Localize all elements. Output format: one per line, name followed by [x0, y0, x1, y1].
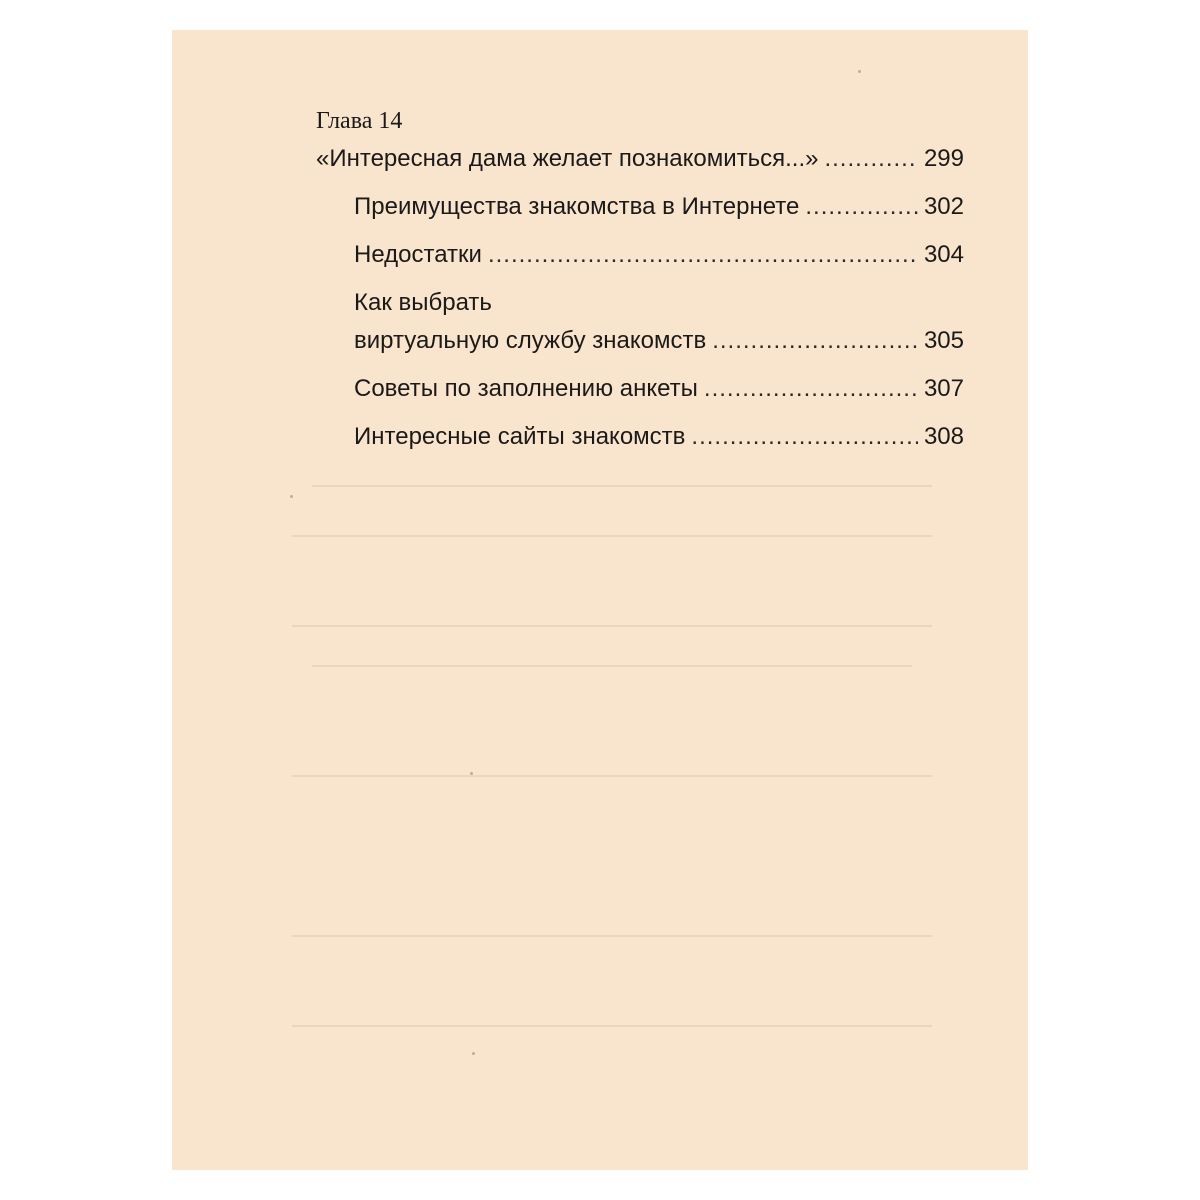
paper-speck — [290, 495, 293, 498]
section-title: Интересные сайты знакомств — [354, 423, 686, 450]
book-page — [172, 30, 1028, 1170]
section-title: Недостатки — [354, 241, 482, 268]
chapter-title: «Интересная дама желает познакомиться...» — [316, 145, 819, 172]
paper-speck — [858, 70, 861, 73]
toc-entry — [316, 322, 964, 360]
page-number: 305 — [923, 327, 964, 354]
bleed-through-line — [292, 1025, 932, 1027]
page-number: 307 — [923, 375, 964, 402]
bleed-through-line — [312, 485, 932, 487]
bleed-through-line — [292, 535, 932, 537]
section-title: Советы по заполнению анкеты — [354, 375, 698, 402]
leader-dots — [691, 418, 918, 456]
leader-dots — [488, 236, 918, 274]
paper-speck — [470, 772, 473, 775]
toc-entry — [316, 418, 964, 456]
section-title: Преимущества знакомства в Интернете — [354, 193, 800, 220]
page-number: 302 — [923, 193, 964, 220]
bleed-through-line — [292, 775, 932, 777]
paper-speck — [472, 1052, 475, 1055]
page-number: 308 — [923, 423, 964, 450]
leader-dots — [805, 188, 918, 226]
page-number: 304 — [923, 241, 964, 268]
table-of-contents — [316, 102, 964, 456]
leader-dots — [824, 140, 917, 178]
toc-entry-chapter — [316, 140, 964, 178]
toc-entry — [316, 370, 964, 408]
bleed-through-line — [292, 935, 932, 937]
toc-entry — [316, 236, 964, 274]
leader-dots — [704, 370, 918, 408]
page-number: 299 — [923, 145, 964, 172]
section-title-line1: Как выбрать — [354, 289, 492, 316]
leader-dots — [712, 322, 918, 360]
toc-entry — [316, 188, 964, 226]
chapter-label: Глава 14 — [316, 108, 403, 134]
bleed-through-line — [312, 665, 912, 667]
section-title-line2: виртуальную службу знакомств — [354, 327, 707, 354]
bleed-through-line — [292, 625, 932, 627]
